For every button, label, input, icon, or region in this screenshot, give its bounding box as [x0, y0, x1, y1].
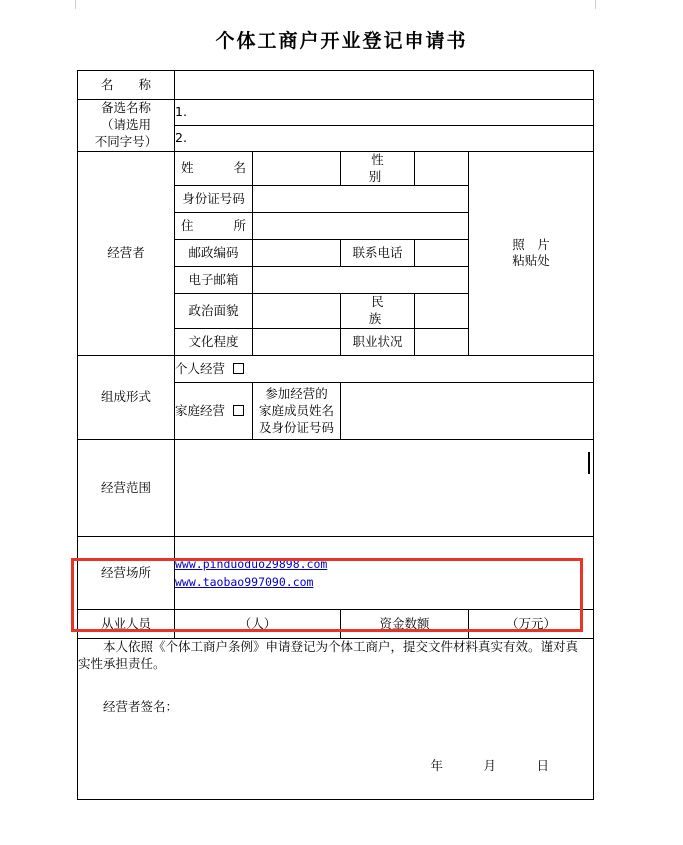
- label-alt-name: [78, 100, 175, 152]
- value-operator-id[interactable]: [253, 186, 469, 213]
- table-row-business-scope: [78, 440, 594, 537]
- option-individual-operation[interactable]: [175, 356, 594, 383]
- crop-mark-left: [75, 0, 76, 9]
- value-operator-address[interactable]: [253, 213, 469, 240]
- declaration-line-1: 本人依照《个体工商户条例》申请登记为个体工商户，提交文件材料真实有效。谨对真: [103, 639, 579, 655]
- declaration-block: [78, 639, 594, 800]
- checkbox-family[interactable]: [233, 405, 244, 416]
- checkbox-individual[interactable]: [233, 363, 244, 374]
- label-family-members: [253, 383, 341, 440]
- value-alt-name-2[interactable]: 2.: [175, 125, 594, 151]
- photo-paste-area: [469, 151, 594, 356]
- label-name: 名 称: [78, 71, 175, 100]
- table-row-composition-individual: [78, 356, 594, 383]
- label-business-scope: 经营范围: [78, 440, 175, 537]
- label-capital: 资金数额: [341, 610, 469, 639]
- label-operator-phone: 联系电话: [341, 240, 415, 267]
- photo-label-line1: 照 片: [512, 236, 550, 252]
- value-operator-phone[interactable]: [415, 240, 469, 267]
- photo-label-line2: 粘贴处: [512, 253, 550, 269]
- table-row-alt-name-1: [78, 100, 594, 126]
- page-edge-mark: [588, 452, 590, 474]
- label-operator: 经营者: [78, 151, 175, 356]
- value-operator-political[interactable]: [253, 294, 341, 329]
- label-operator-id: 身份证号码: [175, 186, 253, 213]
- value-alt-name-1[interactable]: 1.: [175, 100, 594, 126]
- label-family-members-line2: 家庭成员姓名: [258, 402, 334, 418]
- value-operator-name[interactable]: [253, 151, 341, 186]
- option-individual-label: 个人经营: [175, 360, 226, 376]
- label-alt-name-line2: （请选用: [100, 116, 151, 132]
- declaration-line-2: 实性承担责任。: [78, 656, 166, 671]
- label-operator-occupation: 职业状况: [341, 329, 415, 356]
- label-operator-name: 姓 名: [175, 151, 253, 186]
- table-row-name: [78, 71, 594, 100]
- label-alt-name-line1: 备选名称: [100, 100, 151, 115]
- label-operator-email: 电子邮箱: [175, 267, 253, 294]
- table-row-employees-capital: [78, 610, 594, 639]
- label-composition: 组成形式: [78, 356, 175, 440]
- table-row-declaration: [78, 639, 594, 800]
- value-employees-unit[interactable]: （人）: [175, 610, 341, 639]
- registration-form-table: [77, 70, 594, 800]
- date-label[interactable]: 年 月 日: [430, 757, 564, 773]
- value-family-members[interactable]: [341, 383, 594, 440]
- label-operator-ethnicity: 民 族: [341, 294, 415, 329]
- label-operator-gender: 性 别: [341, 151, 415, 186]
- label-employees: 从业人员: [78, 610, 175, 639]
- value-capital-unit[interactable]: （万元）: [469, 610, 594, 639]
- value-operator-occupation[interactable]: [415, 329, 469, 356]
- business-place-link-1[interactable]: www.pinduoduo29898.com: [175, 556, 328, 571]
- value-operator-postcode[interactable]: [253, 240, 341, 267]
- table-row-operator-name: [78, 151, 594, 186]
- label-family-members-line1: 参加经营的: [265, 385, 328, 401]
- label-operator-postcode: 邮政编码: [175, 240, 253, 267]
- crop-mark-right: [595, 0, 596, 9]
- label-alt-name-line3: 不同字号）: [94, 133, 158, 149]
- page-title: 个体工商户开业登记申请书: [215, 30, 468, 52]
- label-operator-political: 政治面貌: [175, 294, 253, 329]
- table-row-business-place: [78, 537, 594, 610]
- value-name[interactable]: [175, 71, 594, 100]
- label-family-members-line3: 及身份证号码: [258, 419, 334, 435]
- label-business-place: 经营场所: [78, 537, 175, 610]
- value-operator-email[interactable]: [253, 267, 469, 294]
- value-operator-education[interactable]: [253, 329, 341, 356]
- label-operator-education: 文化程度: [175, 329, 253, 356]
- signature-label[interactable]: 经营者签名：: [103, 698, 179, 714]
- value-business-place[interactable]: [175, 537, 594, 610]
- business-place-link-2[interactable]: www.taobao997090.com: [175, 575, 314, 590]
- label-operator-address: 住 所: [175, 213, 253, 240]
- value-business-scope[interactable]: [175, 440, 594, 537]
- option-family-operation[interactable]: [175, 383, 253, 440]
- option-family-label: 家庭经营: [175, 402, 226, 418]
